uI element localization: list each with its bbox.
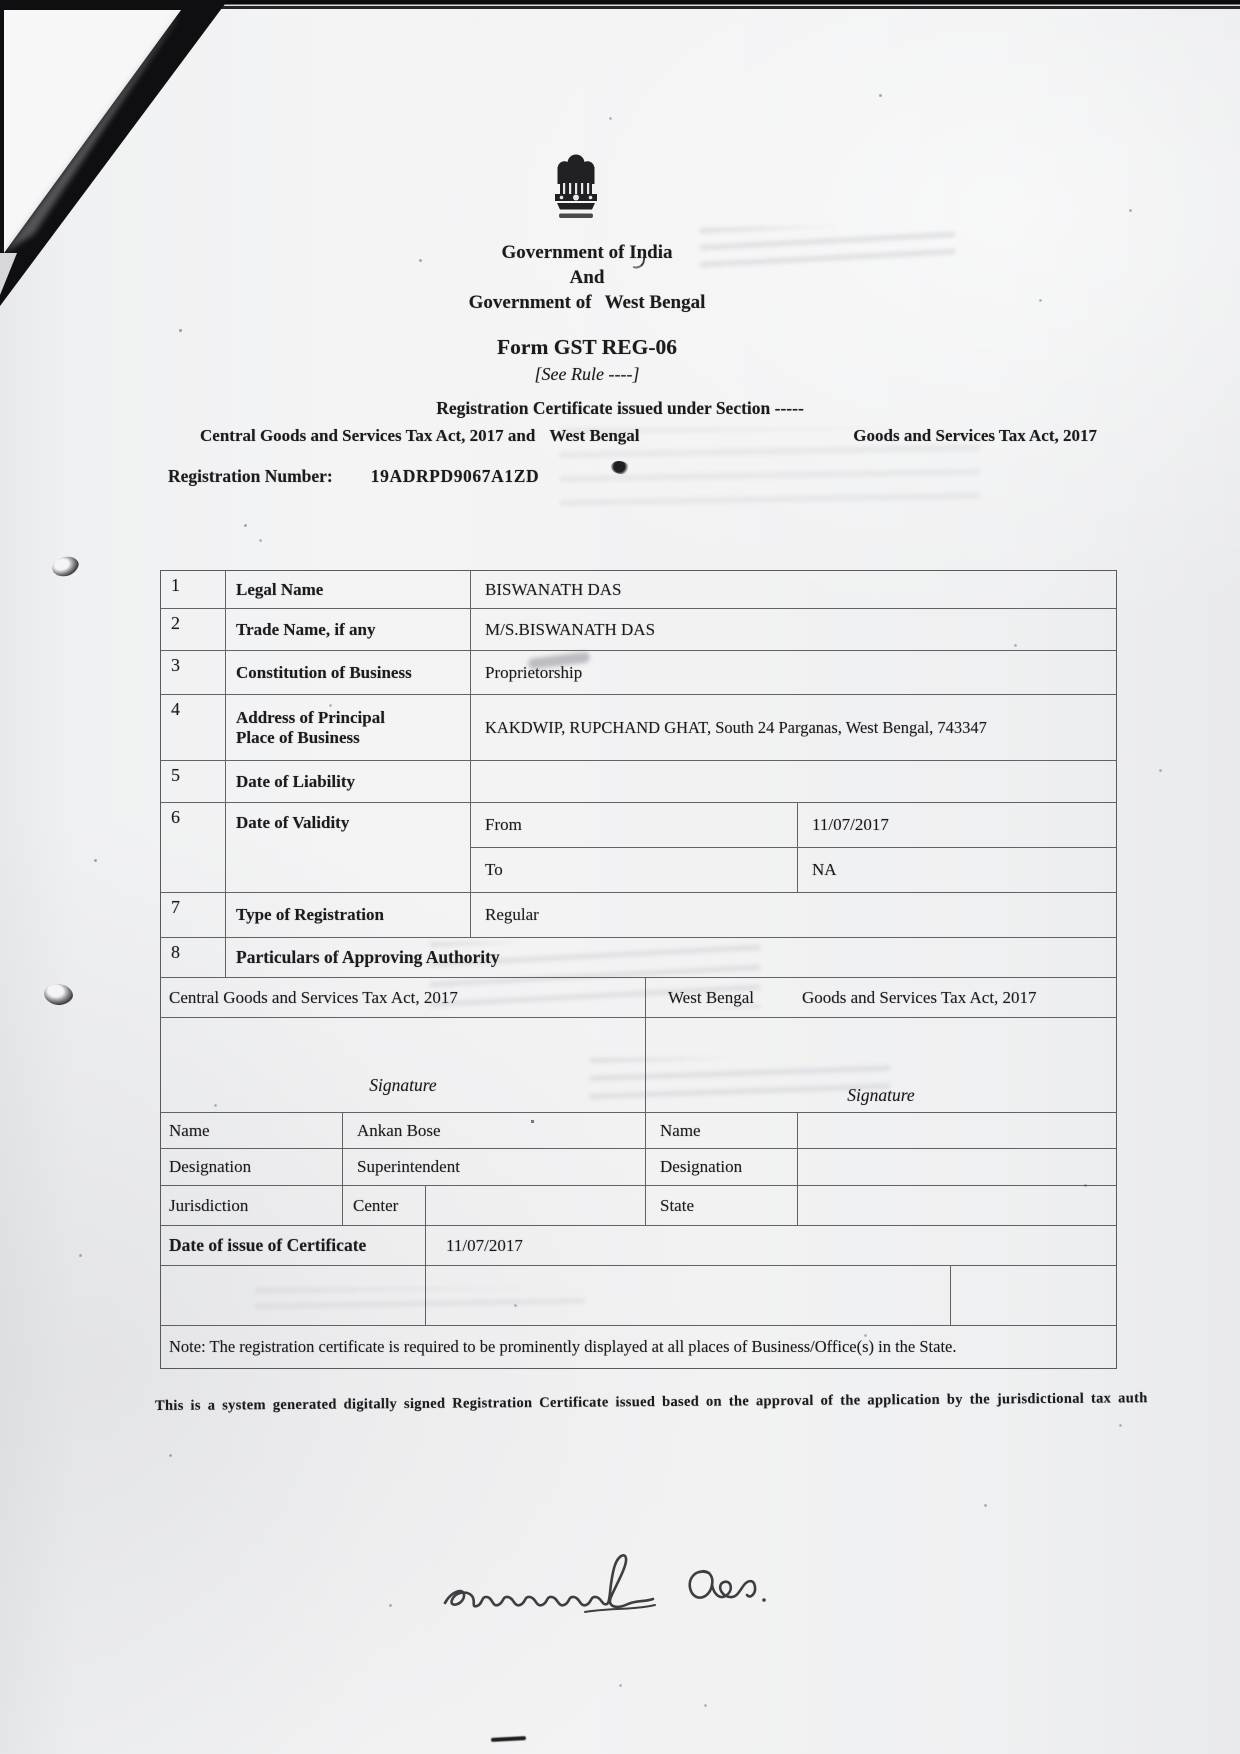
registration-number-label: Registration Number: (168, 466, 333, 486)
row-6-from-value: 11/07/2017 (798, 803, 1116, 848)
row-1-value: BISWANATH DAS (471, 571, 1116, 609)
row-2-label: Trade Name, if any (226, 609, 471, 651)
gov-state: West Bengal (604, 292, 706, 313)
note-row: Note: The registration certificate is required to be prominently displayed at all places of Business/Office(s) in the State. (169, 1337, 957, 1356)
row-6-from-label: From (471, 803, 798, 848)
central-designation-label: Designation (161, 1149, 343, 1186)
row-5-value (471, 761, 1116, 803)
registration-number-value: 19ADRPD9067A1ZD (370, 466, 540, 486)
row-3-serial: 3 (161, 651, 226, 695)
gov-prefix: Government of (468, 292, 592, 313)
system-generated-footer: This is a system generated digitally signed Registration Certificate issued based on the approval of the application by the jurisdictional tax auth (154, 1390, 1148, 1414)
row-2-value: M/S.BISWANATH DAS (471, 609, 1116, 651)
issued-under-section-line: Registration Certificate issued under Section ----- (436, 398, 804, 418)
government-of-west-bengal-line (387, 290, 787, 315)
central-designation-value: Superintendent (343, 1149, 646, 1186)
acts-right-text: Goods and Services Tax Act, 2017 (853, 426, 1097, 445)
row-4-value: KAKDWIP, RUPCHAND GHAT, South 24 Parganas, West Bengal, 743347 (471, 695, 1116, 761)
empty-cell (426, 1266, 951, 1326)
row-1-serial: 1 (161, 571, 226, 609)
government-of-india-line: Government of India (501, 242, 673, 263)
row-8-serial: 8 (161, 938, 226, 978)
state-name-value (798, 1113, 1116, 1149)
state-designation-value (798, 1149, 1116, 1186)
certificate-table (160, 570, 1117, 1369)
page-fold-artifact (0, 0, 290, 320)
central-signature-cell: Signature (161, 1018, 646, 1113)
stray-pen-mark (491, 1736, 526, 1742)
empty-cell (161, 1266, 426, 1326)
jurisdiction-label: Jurisdiction (161, 1186, 343, 1226)
state-act-cell (646, 978, 1116, 1018)
state-value (798, 1186, 1116, 1226)
row-2-serial: 2 (161, 609, 226, 651)
central-name-value: Ankan Bose (343, 1113, 646, 1149)
acts-state-text: West Bengal (549, 426, 640, 445)
row-5-label: Date of Liability (226, 761, 471, 803)
row-8-label: Particulars of Approving Authority (226, 938, 1116, 978)
row-6-label: Date of Validity (226, 803, 471, 893)
jurisdiction-empty-cell (426, 1186, 646, 1226)
row-6-to-label: To (471, 848, 798, 893)
state-act-state-name: West Bengal (668, 987, 754, 1007)
row-7-label: Type of Registration (226, 893, 471, 938)
see-rule-line: [See Rule ----] (534, 364, 640, 384)
acts-left-text: Central Goods and Services Tax Act, 2017 and (200, 426, 536, 445)
acts-line (200, 426, 1097, 446)
state-designation-label: Designation (646, 1149, 798, 1186)
row-3-label: Constitution of Business (226, 651, 471, 695)
document-header (387, 240, 787, 385)
date-of-issue-value: 11/07/2017 (426, 1226, 1116, 1266)
state-name-label: Name (646, 1113, 798, 1149)
row-7-serial: 7 (161, 893, 226, 938)
jurisdiction-value: Center (343, 1186, 426, 1226)
central-act-cell: Central Goods and Services Tax Act, 2017 (161, 978, 646, 1018)
date-of-issue-label: Date of issue of Certificate (161, 1226, 426, 1266)
hole-punch-mark (50, 554, 81, 579)
row-7-value: Regular (471, 893, 1116, 938)
emblem-of-india-icon (542, 150, 610, 234)
row-4-serial: 4 (161, 695, 226, 761)
central-name-label: Name (161, 1113, 343, 1149)
state-label: State (646, 1186, 798, 1226)
row-6-serial: 6 (161, 803, 226, 893)
empty-cell (951, 1266, 1116, 1326)
form-title: Form GST REG-06 (497, 335, 677, 359)
state-act-name: Goods and Services Tax Act, 2017 (801, 987, 1037, 1007)
state-signature-cell: Signature (646, 1018, 1116, 1113)
handwritten-signature (437, 1545, 807, 1635)
row-3-value: Proprietorship (471, 651, 1116, 695)
and-line: And (569, 267, 605, 288)
hole-punch-mark (43, 982, 75, 1007)
registration-number-line (168, 466, 539, 487)
row-5-serial: 5 (161, 761, 226, 803)
row-4-label: Address of Principal Place of Business (226, 695, 471, 761)
row-1-label: Legal Name (226, 571, 471, 609)
row-6-to-value: NA (798, 848, 1116, 893)
